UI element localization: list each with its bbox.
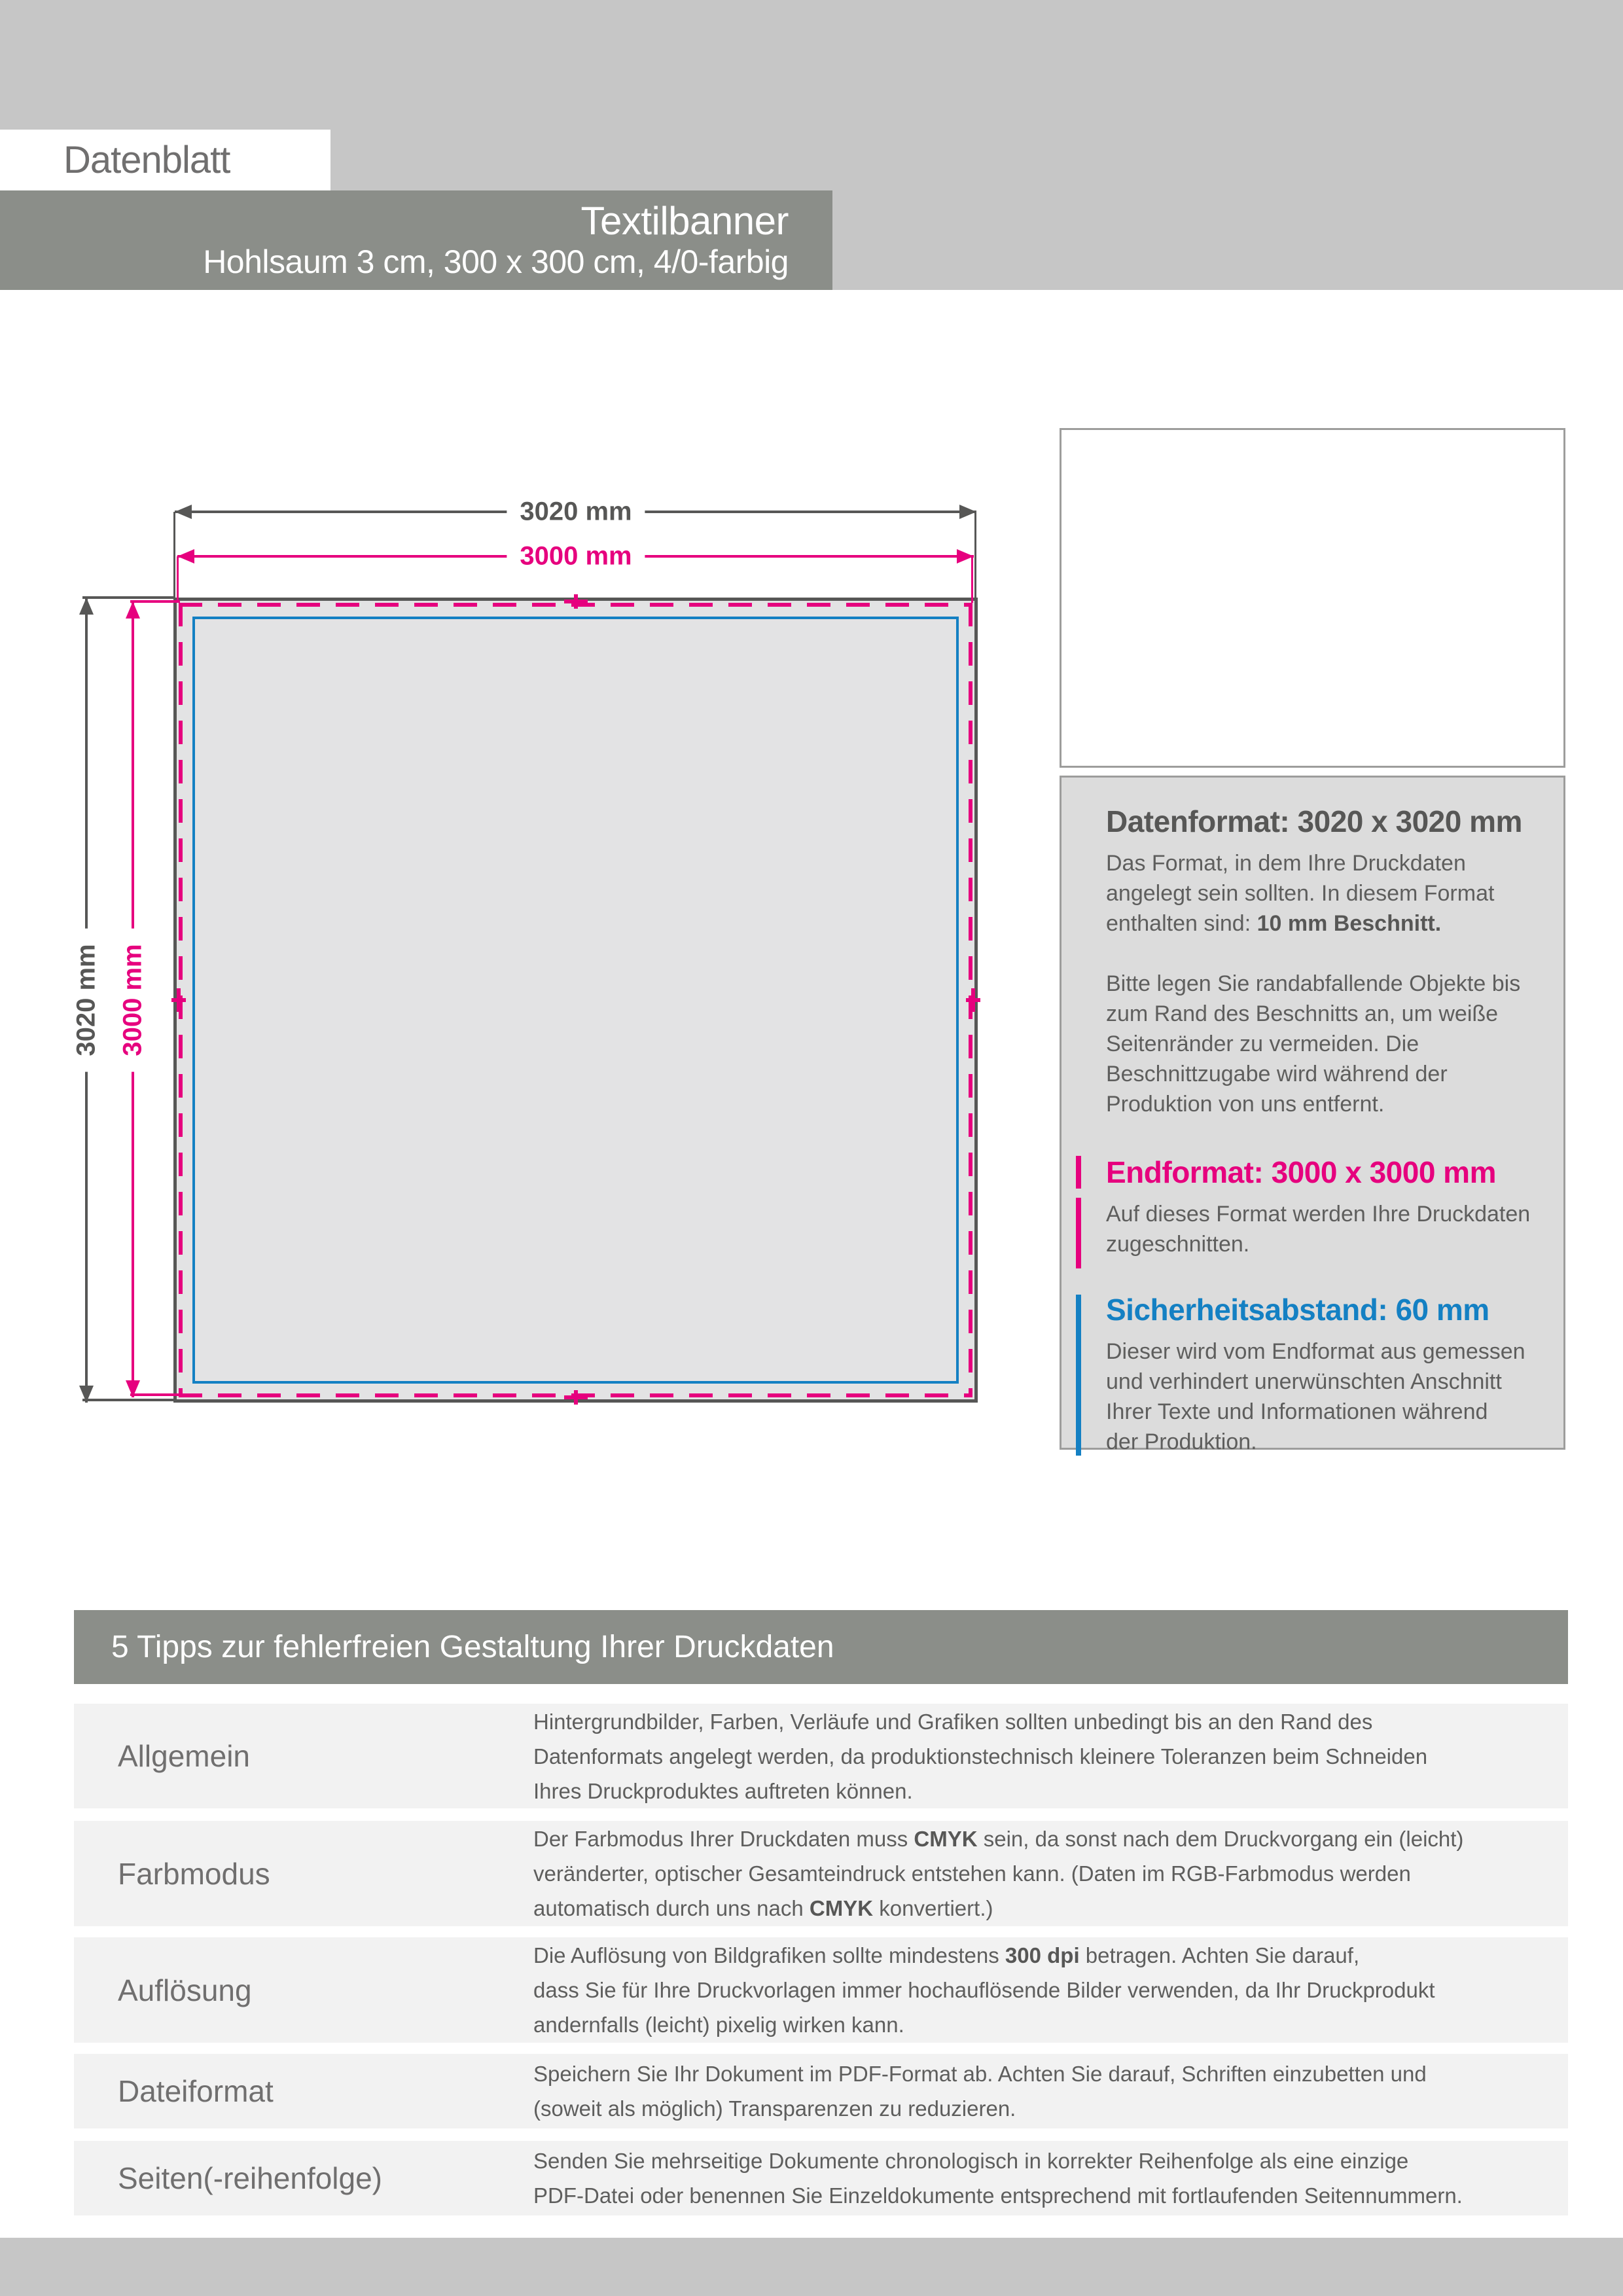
sheet-label: Datenblatt xyxy=(63,139,230,181)
tip-row-dateiformat xyxy=(74,2054,1568,2128)
center-cross-left-h xyxy=(171,998,186,1002)
tips-header-title: 5 Tipps zur fehlerfreien Gestaltung Ihrer Druckdaten xyxy=(111,1630,834,1664)
tip-label: Seiten(-reihenfolge) xyxy=(118,2161,383,2195)
tip-row-aufloesung xyxy=(74,1937,1568,2043)
ext-top-right-gray xyxy=(974,512,976,598)
product-title: Textilbanner xyxy=(580,199,789,243)
tip-label: Allgemein xyxy=(118,1739,250,1773)
sicherheitsabstand-accent-bar xyxy=(1076,1295,1081,1456)
dim-left-outer-label: 3020 mm xyxy=(71,928,103,1071)
dim-left-outer-arrowhead-top xyxy=(79,598,94,615)
product-subtitle: Hohlsaum 3 cm, 300 x 300 cm, 4/0-farbig xyxy=(203,243,789,280)
format-info-box xyxy=(1060,776,1565,1454)
tip-body: Speichern Sie Ihr Dokument im PDF-Format ab. Achten Sie darauf, Schriften einzubetten und (soweit als möglich) Transparenzen zu reduzieren. xyxy=(533,2062,1427,2121)
dim-top-outer-label: 3020 mm xyxy=(507,496,645,528)
ext-left-bottom-magenta xyxy=(130,1393,180,1396)
sicherheitsabstand-heading: Sicherheitsabstand: 60 mm xyxy=(1106,1293,1489,1327)
ext-top-left-gray xyxy=(173,512,175,598)
tip-label: Dateiformat xyxy=(118,2074,274,2108)
ext-left-top-magenta xyxy=(130,600,180,603)
info-section-datenformat xyxy=(1106,804,1540,1119)
center-cross-right-h xyxy=(966,998,980,1002)
tip-label: Farbmodus xyxy=(118,1856,270,1891)
ext-left-bottom-gray xyxy=(82,1399,175,1401)
datenformat-heading: Datenformat: 3020 x 3020 mm xyxy=(1106,804,1522,838)
tip-body: Der Farbmodus Ihrer Druckdaten muss CMYK sein, da sonst nach dem Druckvorgang ein (leicht) veränderter, optischer Gesamteindruck entstehen kann. (Daten im RGB-Farbmodus werden automatisch durch uns nach CMYK konvertiert.) xyxy=(533,1827,1464,1920)
sicherheitsabstand-body: Dieser wird vom Endformat aus gemessen und verhindert unerwünschten Anschnitt Ihrer Texte und Informationen während der Produktion. xyxy=(1106,1339,1525,1454)
info-section-sicherheitsabstand xyxy=(1106,1292,1540,1457)
tips-header-bar xyxy=(74,1610,1568,1684)
tip-body: Die Auflösung von Bildgrafiken sollte mindestens 300 dpi betragen. Achten Sie darauf, dass Sie für Ihre Druckvorlagen immer hochauflösende Bilder verwenden, da Ihr Druckprodukt andernfalls (leicht) pixelig wirken kann. xyxy=(533,1943,1435,2037)
center-cross-top-v xyxy=(574,594,578,609)
datenformat-body: Das Format, in dem Ihre Druckdaten angelegt sein sollten. In diesem Format enthalten sind: 10 mm Beschnitt. xyxy=(1106,851,1495,936)
tip-row-seitenreihenfolge xyxy=(74,2141,1568,2215)
ext-top-left-magenta xyxy=(177,556,179,603)
endformat-body: Auf dieses Format werden Ihre Druckdaten zugeschnitten. xyxy=(1106,1202,1531,1257)
dim-left-inner-arrowhead-top xyxy=(126,601,140,619)
zoom-detail-box xyxy=(1060,428,1565,768)
dim-left-inner-label: 3000 mm xyxy=(117,928,149,1071)
dataformat-square xyxy=(173,598,978,1403)
endformat-heading: Endformat: 3000 x 3000 mm xyxy=(1106,1155,1496,1189)
tip-body: Senden Sie mehrseitige Dokumente chronologisch in korrekter Reihenfolge als eine einzige PDF-Datei oder benennen Sie Einzeldokumente entsprechend mit fortlaufenden Seitennummern. xyxy=(533,2149,1463,2208)
dim-top-inner-label: 3000 mm xyxy=(507,541,645,573)
info-section-endformat xyxy=(1106,1155,1540,1259)
tip-row-farbmodus xyxy=(74,1821,1568,1926)
sheet-label-box xyxy=(0,130,330,190)
dim-top-inner-arrowhead-left xyxy=(177,549,194,564)
safety-margin-square xyxy=(192,617,959,1384)
tip-label: Auflösung xyxy=(118,1973,252,2007)
center-cross-bottom-v xyxy=(574,1390,578,1405)
ext-top-right-magenta xyxy=(971,556,973,603)
ext-left-top-gray xyxy=(82,596,175,599)
endformat-accent-bar xyxy=(1076,1156,1081,1268)
datenformat-body2: Bitte legen Sie randabfallende Objekte bis zum Rand des Beschnitts an, um weiße Seitenränder zu vermeiden. Die Beschnittzugabe wird während der Produktion von uns entfernt. xyxy=(1106,971,1521,1117)
product-banner xyxy=(0,190,832,290)
tip-row-allgemein xyxy=(74,1704,1568,1808)
tip-body: Hintergrundbilder, Farben, Verläufe und Grafiken sollten unbedingt bis an den Rand des Datenformats angelegt werden, da produktionstechnisch kleinere Toleranzen beim Schneiden Ihres Druckproduktes auftreten können. xyxy=(533,1709,1428,1803)
dim-top-outer-arrowhead-left xyxy=(175,505,192,519)
footer-band xyxy=(0,2238,1623,2296)
